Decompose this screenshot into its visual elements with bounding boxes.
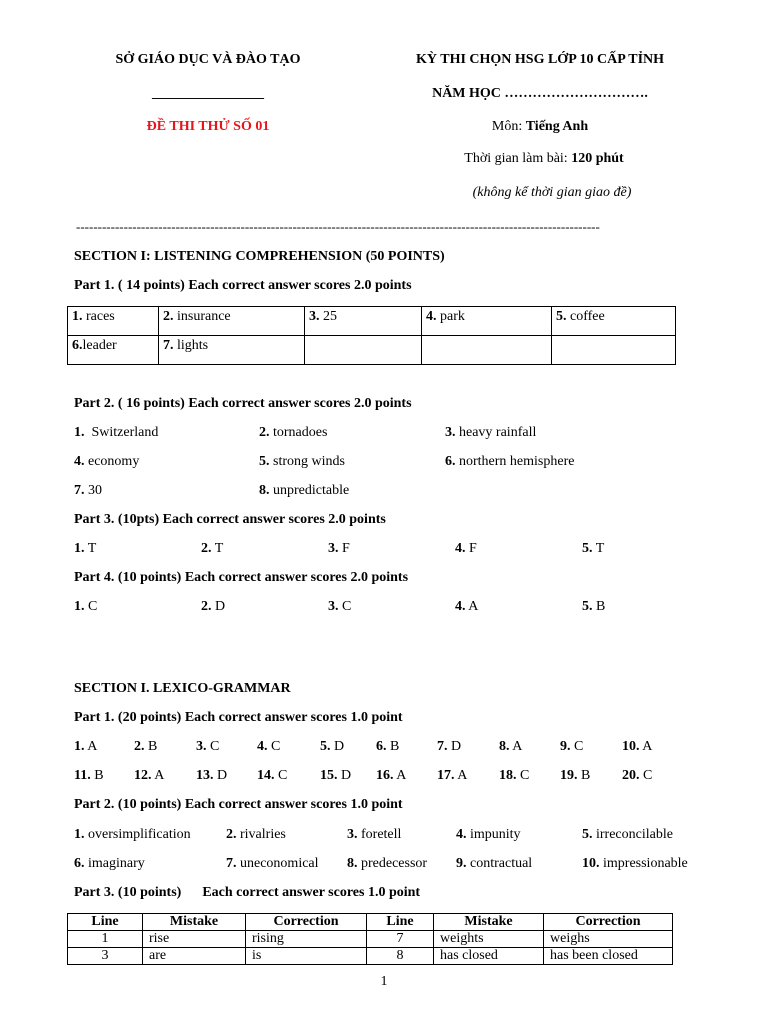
list-item: 5. D <box>320 739 345 754</box>
divider-line: ------------------------------------------------------------------------------------------------------------------------- <box>76 219 600 234</box>
column-header: Line <box>68 914 143 931</box>
list-item: 8. A <box>499 739 523 754</box>
column-header: Correction <box>246 914 367 931</box>
left-blank-line: ________________ <box>152 86 264 101</box>
list-item: 1. Switzerland <box>74 425 159 440</box>
subject-line <box>492 119 588 135</box>
subject-value: Tiếng Anh <box>525 119 589 134</box>
list-item: 4. economy <box>74 454 140 469</box>
list-item: 17. A <box>437 768 468 783</box>
column-header: Line <box>367 914 434 931</box>
column-header: Correction <box>544 914 673 931</box>
list-item: 6. B <box>376 739 400 754</box>
list-item: 4. C <box>257 739 281 754</box>
list-item: 7. D <box>437 739 462 754</box>
list-item: 14. C <box>257 768 288 783</box>
list-item: 3. F <box>328 541 350 556</box>
list-item: 10. A <box>622 739 653 754</box>
list-item: 6. northern hemisphere <box>445 454 575 469</box>
left-org-name: SỞ GIÁO DỤC VÀ ĐÀO TẠO <box>115 52 301 67</box>
list-item: 5. B <box>582 599 606 614</box>
list-item: 16. A <box>376 768 407 783</box>
list-item: 18. C <box>499 768 530 783</box>
time-label: Thời gian làm bài: <box>464 151 572 166</box>
page-number: 1 <box>380 974 388 989</box>
column-header: Mistake <box>434 914 544 931</box>
list-item: 3. foretell <box>347 827 402 842</box>
correction-table <box>67 913 673 965</box>
list-item: 5. strong winds <box>259 454 345 469</box>
listening-part1-heading: Part 1. ( 14 points) Each correct answer scores 2.0 points <box>74 278 412 293</box>
table-row: 3 are is 8 has closed has been closed <box>68 948 673 965</box>
list-item: 7. 30 <box>74 483 102 498</box>
time-note: (không kể thời gian giao đề) <box>472 185 632 200</box>
list-item: 1. T <box>74 541 97 556</box>
list-item: 1. A <box>74 739 98 754</box>
list-item: 2. D <box>201 599 226 614</box>
column-header: Mistake <box>143 914 246 931</box>
list-item: 7. uneconomical <box>226 856 319 871</box>
listening-part2-heading: Part 2. ( 16 points) Each correct answer scores 2.0 points <box>74 396 412 411</box>
list-item: 9. contractual <box>456 856 533 871</box>
list-item: 5. irreconcilable <box>582 827 673 842</box>
exam-name: KỲ THI CHỌN HSG LỚP 10 CẤP TỈNH <box>415 52 665 67</box>
list-item: 2. B <box>134 739 158 754</box>
list-item: 20. C <box>622 768 653 783</box>
section-lexico-title: SECTION I. LEXICO-GRAMMAR <box>74 681 291 696</box>
exam-title: ĐỀ THI THỬ SỐ 01 <box>146 119 270 134</box>
lexico-part2-heading: Part 2. (10 points) Each correct answer scores 1.0 point <box>74 797 403 812</box>
list-item: 8. predecessor <box>347 856 428 871</box>
list-item: 11. B <box>74 768 104 783</box>
listening-part3-heading: Part 3. (10pts) Each correct answer scores 2.0 points <box>74 512 386 527</box>
list-item: 2. rivalries <box>226 827 286 842</box>
list-item: 15. D <box>320 768 352 783</box>
list-item: 1. C <box>74 599 98 614</box>
list-item: 5. T <box>582 541 605 556</box>
time-value: 120 phút <box>571 151 624 166</box>
list-item: 19. B <box>560 768 591 783</box>
list-item: 3. C <box>196 739 220 754</box>
list-item: 13. D <box>196 768 228 783</box>
list-item: 2. tornadoes <box>259 425 328 440</box>
time-line <box>464 151 623 167</box>
subject-label: Môn: <box>491 119 526 134</box>
list-item: 4. impunity <box>456 827 521 842</box>
lexico-part3-heading: Part 3. (10 points) Each correct answer scores 1.0 point <box>74 885 421 900</box>
lexico-part1-heading: Part 1. (20 points) Each correct answer scores 1.0 point <box>74 710 403 725</box>
list-item: 3. C <box>328 599 352 614</box>
section-listening-title: SECTION I: LISTENING COMPREHENSION (50 POINTS) <box>74 249 445 264</box>
list-item: 12. A <box>134 768 165 783</box>
list-item: 4. F <box>455 541 477 556</box>
listening-part4-heading: Part 4. (10 points) Each correct answer scores 2.0 points <box>74 570 409 585</box>
list-item: 8. unpredictable <box>259 483 350 498</box>
list-item: 1. oversimplification <box>74 827 191 842</box>
list-item: 10. impressionable <box>582 856 688 871</box>
list-item: 2. T <box>201 541 224 556</box>
list-item: 9. C <box>560 739 584 754</box>
school-year: NĂM HỌC …………………………. <box>432 86 648 101</box>
list-item: 6. imaginary <box>74 856 145 871</box>
listening-part1-table: 1. races 2. insurance 3. 25 4. park 5. coffee 6.leader 7. lights <box>67 306 676 365</box>
list-item: 3. heavy rainfall <box>445 425 537 440</box>
table-row: 1 rise rising 7 weights weighs <box>68 931 673 948</box>
list-item: 4. A <box>455 599 479 614</box>
